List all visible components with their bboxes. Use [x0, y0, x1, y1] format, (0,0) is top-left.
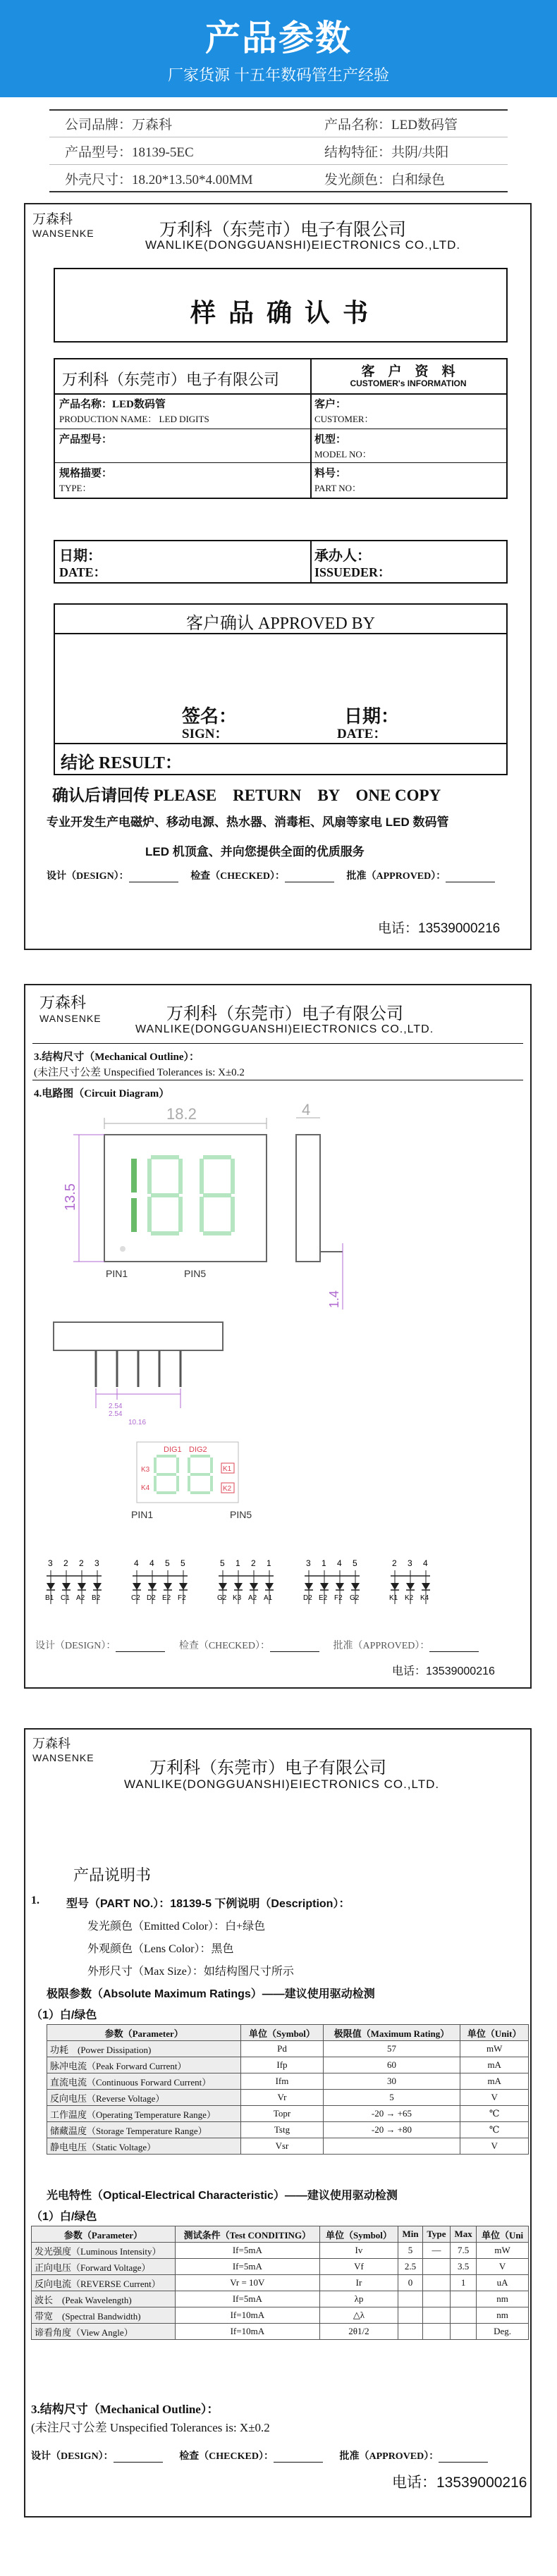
spec-structure: 结构特征：共阴/共阳 — [324, 145, 449, 160]
abs-ratings-cell: Tstg — [241, 2122, 323, 2138]
optical-cell: 2θ1/2 — [319, 2324, 398, 2340]
optical-row — [32, 2259, 529, 2275]
section-num-1: 1. — [31, 1894, 39, 1906]
circuit-segment-label: B1 — [45, 1594, 54, 1602]
optical-cell — [422, 2307, 450, 2324]
optical-cell: 1 — [451, 2275, 477, 2291]
abs-ratings-header-cell: 参数（Parameter） — [47, 2025, 241, 2041]
circuit-segment-label: A2 — [248, 1594, 257, 1602]
abs-ratings-cell: -20 → +65 — [323, 2106, 460, 2122]
optical-row — [32, 2291, 529, 2307]
manual-title: 产品说明书 — [73, 1866, 152, 1884]
optical-header-cell: 单位（Symbol） — [319, 2226, 398, 2243]
opt-title: 光电特性（Optical-Electrical Characteristic）——建议使用驱动检测 — [47, 2190, 398, 2202]
optical-header-row — [32, 2226, 529, 2243]
dim-pin: 1.4 — [327, 1290, 341, 1308]
customer-info-en: CUSTOMER's INFORMATION — [350, 378, 467, 388]
optical-cell: 5 — [398, 2243, 423, 2259]
dim-pitch2: 2.54 — [109, 1410, 123, 1418]
abs-ratings-cell: ℃ — [460, 2106, 529, 2122]
company-name-en-3: WANLIKE(DONGGUANSHI)EIECTRONICS CO.,LTD. — [124, 1777, 440, 1791]
diode-symbol — [320, 1583, 329, 1590]
circuit-segment-label: K2 — [405, 1594, 414, 1602]
approved-title: 客户确认 APPROVED BY — [185, 615, 376, 633]
p1-phone: 电话：13539000216 — [378, 921, 501, 936]
optical-cell: 0 — [398, 2275, 423, 2291]
optical-cell: 波长 (Peak Wavelength) — [32, 2291, 176, 2307]
optical-cell: If=10mA — [175, 2307, 319, 2324]
circuit-pin-number: 5 — [220, 1558, 225, 1568]
abs-ratings-header-row — [47, 2025, 529, 2041]
face-color: 外观颜色（Lens Color）：黑色 — [87, 1943, 234, 1955]
k4-label: K4 — [141, 1484, 150, 1492]
date2-en: DATE： — [337, 727, 387, 741]
circuit-segment-label: B2 — [92, 1594, 101, 1602]
optical-cell: If=10mA — [175, 2324, 319, 2340]
optical-cell: Vf — [319, 2259, 398, 2275]
optical-header-cell: Type — [422, 2226, 450, 2243]
p2-sign-row: 设计（DESIGN）： 检查（CHECKED）： 批准（APPROVED）： — [35, 1638, 479, 1652]
optical-cell: 2.5 — [398, 2259, 423, 2275]
spec-brand: 公司品牌：万森科 — [65, 118, 173, 133]
abs-ratings-cell: Vr — [241, 2090, 323, 2106]
circuit-segment-label: D2 — [147, 1594, 156, 1602]
model-label: 机型： — [314, 434, 347, 445]
optical-cell: Ir — [319, 2275, 398, 2291]
abs-ratings-cell: Pd — [241, 2041, 323, 2057]
date-label: 日期： — [59, 548, 102, 564]
part-label: 料号： — [314, 468, 347, 479]
circuit-pin-number: 5 — [165, 1558, 170, 1568]
optical-cell: mW — [477, 2243, 529, 2259]
abs-ratings-cell: mA — [460, 2073, 529, 2090]
dim-pitch1: 2.54 — [109, 1403, 123, 1410]
p1-sign-row: 设计（DESIGN）： 检查（CHECKED）： 批准（APPROVED）： — [47, 868, 495, 882]
sign-label: 签名： — [182, 706, 238, 727]
abs-ratings-header-cell: 极限值（Maximum Rating） — [323, 2025, 460, 2041]
optical-table — [31, 2226, 529, 2340]
abs-ratings-cell: 5 — [323, 2090, 460, 2106]
product-name-label: 产品名称：LED数码管 — [59, 399, 166, 410]
circuit-pin-number: 3 — [408, 1558, 412, 1568]
optical-cell: △λ — [319, 2307, 398, 2324]
abs-ratings-cell: Ifp — [241, 2057, 323, 2073]
circuit-pin-number: 4 — [149, 1558, 154, 1568]
circuit-pin-number: 4 — [337, 1558, 342, 1568]
optical-cell: λp — [319, 2291, 398, 2307]
optical-cell: 3.5 — [451, 2259, 477, 2275]
circuit-schematic — [25, 1555, 530, 1632]
spec-color: 发光颜色：白和绿色 — [324, 173, 446, 187]
spec-table — [49, 109, 508, 192]
company-name-cn: 万利科（东莞市）电子有限公司 — [159, 220, 407, 240]
abs-ratings-header-cell: 单位（Symbol） — [241, 2025, 323, 2041]
abs-ratings-cell: V — [460, 2138, 529, 2155]
abs-ratings-row — [47, 2106, 529, 2122]
abs-ratings-cell: -20 → +80 — [323, 2122, 460, 2138]
abs-ratings-cell: ℃ — [460, 2122, 529, 2138]
promo-line2: LED 机顶盒、并向您提供全面的优质服务 — [145, 845, 365, 858]
max-size: 外形尺寸（Max Size）：如结构图尺寸所示 — [87, 1966, 294, 1978]
circuit-pin-number: 2 — [63, 1558, 68, 1568]
info-table — [54, 358, 508, 499]
optical-header-cell: 参数（Parameter） — [32, 2226, 176, 2243]
absolute-ratings-table — [47, 2024, 529, 2155]
circuit-pin-number: 2 — [392, 1558, 397, 1568]
abs-ratings-row — [47, 2041, 529, 2057]
circuit-segment-label: K3 — [233, 1594, 242, 1602]
circuit-pin-number: 4 — [423, 1558, 428, 1568]
sign-en: SIGN： — [182, 727, 228, 741]
optical-cell — [451, 2324, 477, 2340]
customer-info-cn: 客 户 资 料 — [361, 364, 455, 379]
abs-title: 极限参数（Absolute Maximum Ratings）——建议使用驱动检测 — [47, 1988, 375, 2000]
optical-cell — [451, 2291, 477, 2307]
model-line: 型号（PART NO.）：18139-5 下例说明（Description）： — [66, 1898, 350, 1910]
circuit-pin-number: 5 — [353, 1558, 357, 1568]
optical-cell: nm — [477, 2291, 529, 2307]
abs-ratings-header-cell: 单位（Unit） — [460, 2025, 529, 2041]
sub2: （1）白/绿色 — [31, 2211, 97, 2223]
optical-cell — [422, 2324, 450, 2340]
diode-symbol — [234, 1583, 243, 1590]
doc-title-box — [54, 268, 508, 343]
spec-desc-label: 规格描要： — [59, 468, 113, 479]
spec-desc-en: TYPE： — [59, 483, 92, 493]
abs-ratings-row — [47, 2122, 529, 2138]
optical-cell — [398, 2307, 423, 2324]
diode-symbol — [391, 1583, 399, 1590]
circuit-pin-number: 5 — [180, 1558, 185, 1568]
optical-cell: Deg. — [477, 2324, 529, 2340]
optical-cell: V — [477, 2259, 529, 2275]
circuit-segment-label: K1 — [389, 1594, 398, 1602]
dim-height: 13.5 — [63, 1183, 78, 1211]
abs-ratings-cell: 工作温度（Operating Temperature Range） — [47, 2106, 241, 2122]
company-name-en: WANLIKE(DONGGUANSHI)EIECTRONICS CO.,LTD. — [145, 238, 461, 252]
part-en: PART NO： — [314, 483, 362, 493]
optical-cell: 反向电流（REVERSE Current） — [32, 2275, 176, 2291]
circuit-pin-number: 1 — [235, 1558, 240, 1568]
date2-label: 日期： — [344, 706, 400, 727]
circuit-segment-label: E2 — [319, 1594, 328, 1602]
abs-ratings-cell: 60 — [323, 2057, 460, 2073]
circuit-segment-label: G2 — [350, 1594, 360, 1602]
optical-cell: Vr = 10V — [175, 2275, 319, 2291]
optical-cell: If=5mA — [175, 2291, 319, 2307]
circuit-diagram-page — [24, 984, 532, 1689]
optical-cell: 7.5 — [451, 2243, 477, 2259]
diode-symbol — [148, 1583, 157, 1590]
k2-label: K2 — [223, 1485, 232, 1493]
diode-symbol — [93, 1583, 102, 1590]
optical-header-cell: 单位（Uni — [477, 2226, 529, 2243]
result-label: 结论 RESULT： — [61, 754, 182, 772]
circuit-segment-label: A1 — [264, 1594, 273, 1602]
mechanical-drawing — [25, 1098, 530, 1549]
circuit-pin-number: 1 — [322, 1558, 326, 1568]
diode-symbol — [305, 1583, 313, 1590]
optical-cell: 发光强度（Luminous Intensity） — [32, 2243, 176, 2259]
abs-ratings-cell: 直流电流（Continuous Forward Current） — [47, 2073, 241, 2090]
company-logo: 万森科 WANSENKE — [32, 212, 94, 239]
company-logo-2: 万森科 WANSENKE — [39, 994, 102, 1024]
promo-line1: 专业开发生产电磁炉、移动电源、热水器、消毒柜、风扇等家电 LED 数码管 — [47, 815, 449, 829]
undertaker-en: ISSUEDER： — [314, 565, 391, 579]
circuit-title: 4.电路图（Circuit Diagram） — [34, 1088, 170, 1099]
abs-ratings-cell: 30 — [323, 2073, 460, 2090]
customer-en: CUSTOMER： — [314, 414, 374, 424]
optical-cell: nm — [477, 2307, 529, 2324]
dim-depth: 4 — [302, 1101, 311, 1118]
diode-symbol — [265, 1583, 274, 1590]
optical-cell — [398, 2291, 423, 2307]
spec-model: 产品型号：18139-5EC — [65, 145, 194, 160]
diode-symbol — [406, 1583, 415, 1590]
date-en: DATE： — [59, 565, 106, 579]
optical-cell — [422, 2259, 450, 2275]
circuit-pin-number: 1 — [267, 1558, 271, 1568]
circuit-segment-label: C2 — [131, 1594, 140, 1602]
diode-symbol — [179, 1583, 188, 1590]
abs-ratings-row — [47, 2057, 529, 2073]
diode-symbol — [62, 1583, 71, 1590]
dig2-label: DIG2 — [189, 1446, 207, 1454]
circuit-segment-label: K4 — [420, 1594, 429, 1602]
optical-cell: — — [422, 2243, 450, 2259]
approved-box — [54, 603, 508, 775]
abs-ratings-cell: 功耗 (Power Dissipation) — [47, 2041, 241, 2057]
spec-size: 外壳尺寸：18.20*13.50*4.00MM — [65, 173, 253, 187]
tolerance: (未注尺寸公差 Unspecified Tolerances is: X±0.2 — [34, 1067, 245, 1078]
abs-ratings-cell: Vsr — [241, 2138, 323, 2155]
undertaker-label: 承办人： — [314, 548, 371, 564]
abs-ratings-cell: V — [460, 2090, 529, 2106]
abs-ratings-cell: mW — [460, 2041, 529, 2057]
diode-symbol — [351, 1583, 360, 1590]
diode-symbol — [336, 1583, 344, 1590]
abs-ratings-cell: 静电电压（Static Voltage） — [47, 2138, 241, 2155]
circuit-segment-label: C1 — [61, 1594, 70, 1602]
optical-row — [32, 2243, 529, 2259]
pin1-label: PIN1 — [106, 1268, 128, 1279]
abs-ratings-row — [47, 2073, 529, 2090]
optical-cell: If=5mA — [175, 2243, 319, 2259]
optical-cell — [422, 2291, 450, 2307]
circuit-pin-number: 3 — [94, 1558, 99, 1568]
optical-cell: 谛看角度（View Angle） — [32, 2324, 176, 2340]
optical-cell — [451, 2307, 477, 2324]
dim-span: 10.16 — [128, 1419, 147, 1426]
circuit-segment-label: E2 — [162, 1594, 171, 1602]
p3-phone: 电话：13539000216 — [392, 2475, 527, 2491]
diode-symbol — [78, 1583, 86, 1590]
dim-width: 18.2 — [166, 1105, 197, 1123]
product-name-en: PRODUCTION NAME： LED DIGITS — [59, 414, 209, 424]
optical-cell: 正向电压（Forward Voltage） — [32, 2259, 176, 2275]
optical-row — [32, 2275, 529, 2291]
sample-confirmation-page — [24, 203, 532, 950]
circuit-segment-label: D2 — [303, 1594, 312, 1602]
date-box — [54, 540, 508, 584]
emit-color: 发光颜色（Emitted Color）：白+绿色 — [87, 1921, 266, 1933]
circuit-pin-number: 3 — [306, 1558, 311, 1568]
abs-ratings-cell: 反向电压（Reverse Voltage） — [47, 2090, 241, 2106]
optical-row — [32, 2307, 529, 2324]
circuit-segment-label: F2 — [334, 1594, 343, 1602]
p3-tolerance: (未注尺寸公差 Unspecified Tolerances is: X±0.2 — [31, 2421, 270, 2434]
p2-phone: 电话：13539000216 — [392, 1665, 495, 1677]
banner — [0, 0, 557, 97]
product-model-label: 产品型号： — [59, 434, 113, 445]
doc-title: 样 品 确 认 书 — [190, 298, 371, 327]
diode-symbol — [250, 1583, 258, 1590]
abs-ratings-row — [47, 2138, 529, 2155]
pin5b-label: PIN5 — [230, 1509, 252, 1520]
p3-sign-row: 设计（DESIGN）： 检查（CHECKED）： 批准（APPROVED）： — [31, 2448, 488, 2463]
abs-ratings-cell: mA — [460, 2057, 529, 2073]
optical-header-cell: 测试条件（Test CONDITING） — [175, 2226, 319, 2243]
optical-header-cell: Max — [451, 2226, 477, 2243]
optical-cell — [422, 2275, 450, 2291]
circuit-segment-label: F2 — [178, 1594, 186, 1602]
circuit-segment-label: G2 — [217, 1594, 227, 1602]
circuit-pin-number: 2 — [251, 1558, 256, 1568]
k1-label: K1 — [223, 1465, 232, 1473]
optical-cell: If=5mA — [175, 2259, 319, 2275]
model-en: MODEL NO： — [314, 449, 372, 460]
abs-ratings-cell: Ifm — [241, 2073, 323, 2090]
banner-title: 产品参数 — [205, 18, 352, 58]
company-logo-3: 万森科 WANSENKE — [32, 1737, 94, 1763]
abs-ratings-row — [47, 2090, 529, 2106]
company-name-en-2: WANLIKE(DONGGUANSHI)EIECTRONICS CO.,LTD. — [135, 1023, 434, 1035]
dig1-label: DIG1 — [164, 1446, 182, 1454]
company-cell: 万利科（东莞市）电子有限公司 — [62, 371, 280, 388]
pin5-label: PIN5 — [184, 1268, 207, 1279]
sub1: （1）白/绿色 — [31, 2009, 97, 2021]
return-note: 确认后请回传 PLEASE RETURN BY ONE COPY — [52, 787, 441, 804]
pin1b-label: PIN1 — [131, 1509, 154, 1520]
circuit-pin-number: 4 — [134, 1558, 139, 1568]
p3-outline-title: 3.结构尺寸（Mechanical Outline）： — [31, 2403, 219, 2416]
outline-title: 3.结构尺寸（Mechanical Outline）： — [34, 1052, 200, 1063]
abs-ratings-cell: 储藏温度（Storage Temperature Range） — [47, 2122, 241, 2138]
banner-subtitle: 厂家货源 十五年数码管生产经验 — [167, 66, 390, 84]
diode-symbol — [133, 1583, 141, 1590]
abs-ratings-cell — [323, 2138, 460, 2155]
company-name-cn-3: 万利科（东莞市）电子有限公司 — [149, 1758, 386, 1777]
optical-row — [32, 2324, 529, 2340]
abs-ratings-cell: 57 — [323, 2041, 460, 2057]
diode-symbol — [422, 1583, 430, 1590]
customer-label: 客户： — [314, 399, 347, 410]
optical-cell: Iv — [319, 2243, 398, 2259]
abs-ratings-cell: 脉冲电流（Peak Forward Current） — [47, 2057, 241, 2073]
circuit-pin-number: 3 — [48, 1558, 53, 1568]
circuit-pin-number: 2 — [79, 1558, 84, 1568]
spec-name: 产品名称：LED数码管 — [324, 118, 458, 133]
optical-cell — [398, 2324, 423, 2340]
abs-ratings-cell: Topr — [241, 2106, 323, 2122]
circuit-segment-label: A2 — [76, 1594, 85, 1602]
product-manual-page — [24, 1728, 532, 2518]
optical-cell: uA — [477, 2275, 529, 2291]
optical-cell: 带宽 (Spectral Bandwidth) — [32, 2307, 176, 2324]
company-name-cn-2: 万利科（东莞市）电子有限公司 — [166, 1004, 403, 1023]
diode-symbol — [164, 1583, 172, 1590]
k3-label: K3 — [141, 1466, 150, 1474]
diode-symbol — [219, 1583, 227, 1590]
optical-header-cell: Min — [398, 2226, 423, 2243]
diode-symbol — [47, 1583, 55, 1590]
